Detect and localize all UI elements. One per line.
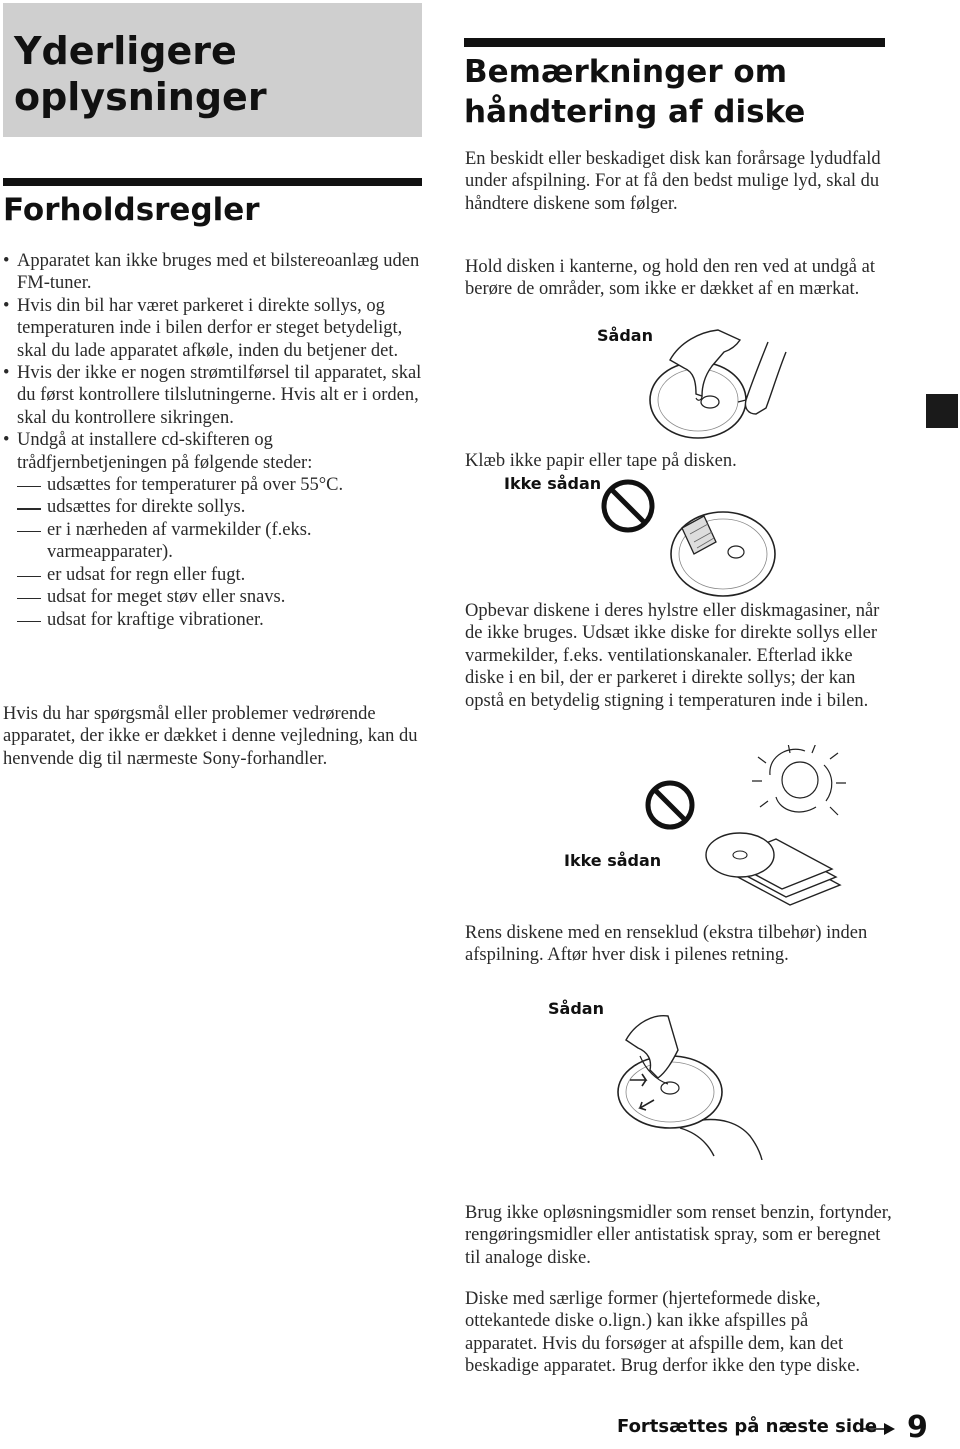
- caption: Sådan: [597, 326, 653, 345]
- paragraph: Rens diskene med en renseklud (ekstra tilbehør) inden afspilning. Aftør hver disk i pilenes retning.: [465, 923, 868, 966]
- dash-item: er udsat for regn eller fugt.: [3, 564, 423, 586]
- caption: Ikke sådan: [504, 474, 602, 493]
- cleaning-disc-illustration: [610, 1000, 780, 1160]
- dash-item: udsættes for direkte sollys.: [3, 496, 423, 518]
- paragraph: Hold disken i kanterne, og hold den ren ved at undgå at berøre de områder, som ikke er dækket af en mærkat.: [465, 257, 875, 300]
- no-heat-illustration: [640, 745, 860, 920]
- chapter-tab-marker: [926, 394, 958, 428]
- list-item: • Hvis din bil har været parkeret i direkte sollys, og temperaturen inde i bilen derfor er steget betydeligt, skal du lade apparatet afkøle, inden du betjener det.: [3, 295, 403, 361]
- hold-disc-illustration: [640, 322, 800, 447]
- heading-rule: [464, 38, 885, 47]
- caption: Sådan: [548, 999, 604, 1018]
- list-item: • Apparatet kan ikke bruges med et bilstereoanlæg uden FM-tuner.: [3, 251, 420, 294]
- caption: Ikke sådan: [564, 851, 662, 870]
- arrow-right-icon: [860, 1422, 896, 1436]
- list-item: • Hvis der ikke er nogen strømtilførsel til apparatet, skal du først kontrollere tilslutningerne. Hvis alt er i orden, skal du kontrollere sikringen.: [3, 363, 422, 428]
- section-title: Yderligere oplysninger: [14, 29, 267, 119]
- heading-rule: [3, 178, 422, 186]
- disc-handling-heading: Bemærkninger om håndtering af diske: [464, 54, 806, 130]
- precautions-heading: Forholdsregler: [3, 192, 260, 228]
- list-item: • Undgå at installere cd-skifteren og trådfjernbetjeningen på følgende steder:: [3, 430, 313, 473]
- precautions-list: [3, 250, 423, 631]
- page-number: 9: [907, 1410, 928, 1445]
- continues-next-page: Fortsættes på næste side: [617, 1416, 878, 1437]
- dash-item: udsættes for temperaturer på over 55°C.: [3, 474, 423, 496]
- paragraph: En beskidt eller beskadiget disk kan forårsage lydudfald under afspilning. For at få den bedst mulige lyd, skal du håndtere diskene som følger.: [465, 149, 881, 214]
- dash-item: udsat for kraftige vibrationer.: [3, 609, 423, 631]
- paragraph: Brug ikke opløsningsmidler som renset benzin, fortynder, rengøringsmidler eller antistatisk spray, som er beregnet til analoge diske.: [465, 1203, 892, 1268]
- paragraph: Klæb ikke papir eller tape på disken.: [465, 451, 737, 471]
- contact-paragraph: Hvis du har spørgsmål eller problemer vedrørende apparatet, der ikke er dækket i denne vejledning, kan du henvende dig til nærmeste Sony-forhandler.: [3, 704, 418, 769]
- dash-item: er i nærheden af varmekilder (f.eks. varmeapparater).: [3, 519, 407, 564]
- paragraph: Opbevar diskene i deres hylstre eller diskmagasiner, når de ikke bruges. Udsæt ikke diske for direkte sollys eller varmekilder, f.eks. ventilationskanaler. Efterlad ikke diske i en bil, der er parkeret i direkte sollys; der kan opstå en betydelig stigning i temperaturen inde i bilen.: [465, 601, 880, 711]
- paragraph: Diske med særlige former (hjerteformede diske, ottekantede diske o.lign.) kan ikke afspilles på apparatet. Hvis du forsøger at afspille dem, kan det beskadige apparatet. Brug derfor ikke den type diske.: [465, 1289, 861, 1377]
- no-tape-illustration: [598, 476, 778, 616]
- dash-item: udsat for meget støv eller snavs.: [3, 586, 423, 608]
